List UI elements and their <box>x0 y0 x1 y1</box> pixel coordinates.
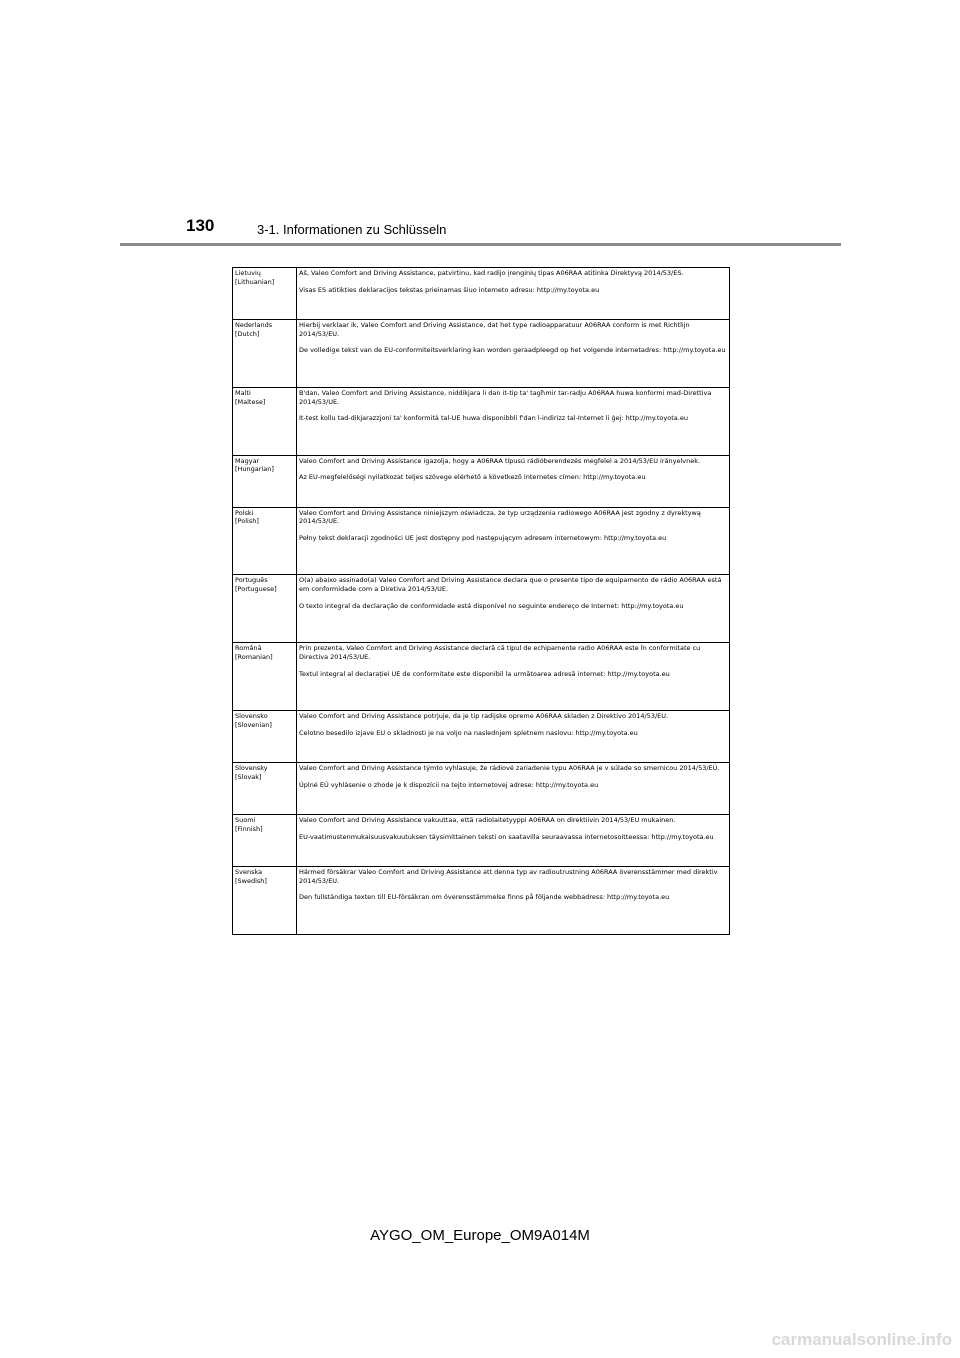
watermark: carmanualsonline.info <box>771 1330 952 1349</box>
table-row <box>233 711 730 763</box>
language-name: Português <box>235 576 268 585</box>
declaration-table <box>232 267 730 935</box>
table-row <box>233 387 730 455</box>
language-cell <box>233 319 297 387</box>
table-row <box>233 268 730 320</box>
language-name: Nederlands <box>235 320 273 329</box>
table-row <box>233 507 730 575</box>
declaration-availability: Az EU-megfelelőségi nyilatkozat teljes szövege elérhető a következő internetes címen: http://my.toyota.eu <box>299 473 646 482</box>
declaration-cell <box>297 268 730 320</box>
language-name: Lietuvių <box>235 269 261 277</box>
language-english: [Maltese] <box>235 397 266 406</box>
declaration-cell <box>297 711 730 763</box>
declaration-statement: Aš, Valeo Comfort and Driving Assistance, patvirtinu, kad radijo įrenginių tipas A06RAA atitinka Direktyvą 2014/53/ES. <box>299 269 684 277</box>
language-name: Slovensko <box>235 712 268 721</box>
declaration-statement: O(a) abaixo assinado(a) Valeo Comfort and Driving Assistance declara que o presente tipo de equipamento de rádio A06RAA está em conformidade com a Diretiva 2014/53/UE. <box>299 576 722 594</box>
language-name: Polski <box>235 508 254 517</box>
language-cell <box>233 387 297 455</box>
language-cell <box>233 268 297 320</box>
declaration-availability: EU-vaatimustenmukaisuusvakuutuksen täysimittainen teksti on saatavilla seuraavassa internetosoitteessa: http://my.toyota.eu <box>299 832 714 841</box>
declaration-statement: B'dan, Valeo Comfort and Driving Assistance, niddikjara li dan it-tip ta' tagħmir tar-radju A06RAA huwa konformi mad-Direttiva 2014/53/UE. <box>299 388 712 406</box>
language-name: Svenska <box>235 868 263 877</box>
declaration-statement: Härmed försäkrar Valeo Comfort and Driving Assistance att denna typ av radioutrustning A06RAA överensstämmer med direktiv 2014/53/EU. <box>299 868 718 885</box>
language-english: [Romanian] <box>235 653 273 662</box>
declaration-cell <box>297 319 730 387</box>
declaration-availability: It-test kollu tad-dikjarazzjoni ta' konformità tal-UE huwa disponibbli f'dan l-indirizz tal-Internet li ġej: http://my.toyota.eu <box>299 414 688 423</box>
language-english: [Hungarian] <box>235 465 274 474</box>
declaration-availability: Celotno besedilo izjave EU o skladnosti je na voljo na naslednjem spletnem naslovu: http://my.toyota.eu <box>299 728 638 737</box>
declaration-availability: De volledige tekst van de EU-conformiteitsverklaring kan worden geraadpleegd op het volgende internetadres: http://my.toyota.eu <box>299 346 726 355</box>
language-name: Magyar <box>235 456 260 465</box>
declaration-cell <box>297 455 730 507</box>
declaration-statement: Valeo Comfort and Driving Assistance vakuuttaa, että radiolaitetyyppi A06RAA on direktiivin 2014/53/EU mukainen. <box>299 816 676 825</box>
declaration-cell <box>297 643 730 711</box>
language-english: [Polish] <box>235 517 259 526</box>
declaration-availability: Visas ES atitikties deklaracijos tekstas prieinamas šiuo interneto adresu: http://my.toyota.eu <box>299 285 600 294</box>
declaration-cell <box>297 387 730 455</box>
declaration-cell <box>297 815 730 867</box>
declaration-cell <box>297 763 730 815</box>
language-name: Malti <box>235 388 251 397</box>
declaration-statement: Hierbij verklaar ik, Valeo Comfort and Driving Assistance, dat het type radioapparatuur A06RAA conform is met Richtlijn 2014/53/EU. <box>299 320 690 338</box>
language-cell <box>233 575 297 643</box>
table-row <box>233 867 730 935</box>
declaration-cell <box>297 507 730 575</box>
document-code: AYGO_OM_Europe_OM9A014M <box>370 1227 590 1244</box>
table-row <box>233 455 730 507</box>
language-name: Suomi <box>235 816 256 825</box>
language-english: [Portuguese] <box>235 585 277 594</box>
language-cell <box>233 711 297 763</box>
declaration-statement: Valeo Comfort and Driving Assistance týmto vyhlasuje, že rádiové zariadenie typu A06RAA je v súlade so smernicou 2014/53/EÚ. <box>299 764 720 773</box>
table-row <box>233 319 730 387</box>
declaration-statement: Valeo Comfort and Driving Assistance igazolja, hogy a A06RAA típusú rádióberendezés megfelel a 2014/53/EU irányelvnek. <box>299 456 701 465</box>
declaration-availability: Textul integral al declarației UE de conformitate este disponibil la următoarea adresă internet: http://my.toyota.eu <box>299 669 670 678</box>
language-english: [Slovenian] <box>235 720 272 729</box>
declaration-availability: Den fullständiga texten till EU-försäkran om överensstämmelse finns på följande webbadress: http://my.toyota.eu <box>299 893 670 902</box>
declaration-statement: Valeo Comfort and Driving Assistance niniejszym oświadcza, że typ urządzenia radiowego A06RAA jest zgodny z dyrektywą 2014/53/UE. <box>299 508 701 526</box>
table-row <box>233 575 730 643</box>
language-cell <box>233 867 297 935</box>
language-english: [Finnish] <box>235 824 263 833</box>
language-english: [Lithuanian] <box>235 277 275 286</box>
table-row <box>233 815 730 867</box>
language-english: [Swedish] <box>235 876 267 885</box>
section-title: 3-1. Informationen zu Schlüsseln <box>257 222 447 237</box>
language-english: [Dutch] <box>235 329 260 338</box>
language-cell <box>233 643 297 711</box>
table-row <box>233 763 730 815</box>
declaration-cell <box>297 867 730 935</box>
language-cell <box>233 507 297 575</box>
language-name: Slovensky <box>235 764 268 773</box>
declaration-availability: Úplné EÚ vyhlásenie o zhode je k dispozícii na tejto internetovej adrese: http://my.toyota.eu <box>299 780 599 789</box>
language-english: [Slovak] <box>235 772 262 781</box>
declaration-availability: Pełny tekst deklaracji zgodności UE jest dostępny pod następującym adresem internetowym: http://my.toyota.eu <box>299 534 667 543</box>
declaration-statement: Prin prezenta, Valeo Comfort and Driving Assistance declară că tipul de echipamente radio A06RAA este în conformitate cu Directiva 2014/53/UE. <box>299 644 701 662</box>
table-row <box>233 643 730 711</box>
language-cell <box>233 763 297 815</box>
declaration-statement: Valeo Comfort and Driving Assistance potrjuje, da je tip radijske opreme A06RAA skladen z Direktivo 2014/53/EU. <box>299 712 669 721</box>
language-cell <box>233 455 297 507</box>
header-divider <box>120 243 841 246</box>
declaration-availability: O texto integral da declaração de conformidade está disponível no seguinte endereço de Internet: http://my.toyota.eu <box>299 601 684 610</box>
page-number: 130 <box>186 216 215 235</box>
language-name: Română <box>235 644 262 653</box>
language-cell <box>233 815 297 867</box>
declaration-cell <box>297 575 730 643</box>
